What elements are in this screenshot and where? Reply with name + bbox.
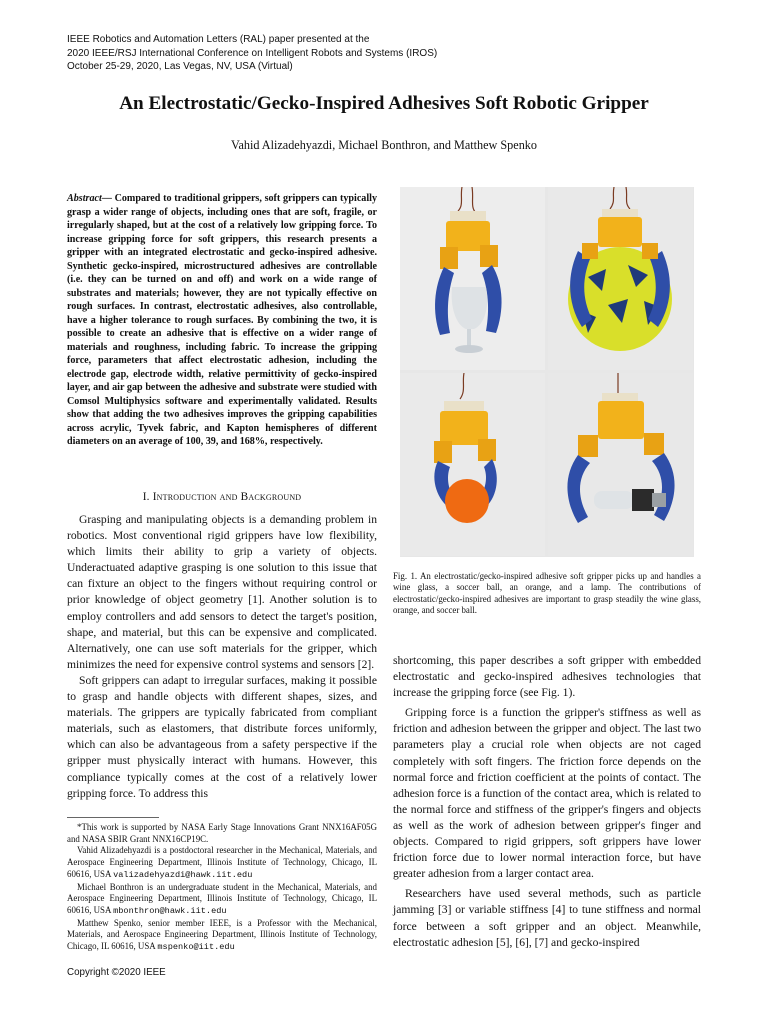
paragraph: shortcoming, this paper describes a soft gripper with embedded electrostatic and gecko-inspired adhesives technologies that increase the gripping force (see Fig. 1). [393, 654, 701, 700]
conference-header [67, 33, 437, 74]
footnote-text: Vahid Alizadehyazdi is a postdoctoral researcher in the Mechanical, Materials, and Aerospace Engineering Department, Illinois Institute of Technology, Chicago, IL 60616, USA [67, 845, 377, 879]
copyright: Copyright ©2020 IEEE [67, 967, 166, 978]
email-link[interactable]: mbonthron@hawk.iit.edu [113, 905, 227, 916]
figure-1 [400, 187, 694, 557]
abstract-label: Abstract [67, 193, 102, 204]
photo-wine-glass [400, 187, 545, 370]
footnote: *This work is supported by NASA Early Stage Innovations Grant NNX16AF05G and NASA SBIR Grant NNX16CP19C. [67, 822, 377, 844]
paragraph: Grasping and manipulating objects is a demanding problem in robotics. Most conventional rigid grippers have low flexibility, which limits their ability to grip a variety of objects. Underactuated adaptive grasping is one solution to this issue that can fixture an object to the fingers without requiring control or prior knowledge of object geometry [1]. Another solution is to employ controllers and add sensors to detect the target's position, shape, and material, but this can be expensive and complicated. Alternatively, one can use soft materials for the gripper, which minimizes the need for expensive control systems and sensors [2]. [67, 513, 377, 671]
abstract-text: — Compared to traditional grippers, soft grippers can typically grasp a wider range of objects, including ones that are soft, fragile, or irregularly shaped, but at the cost of a relatively low gripping force. To increase gripping force for soft grippers, this research presents a gripper with an integrated electrostatic and gecko-inspired adhesive. Synthetic gecko-inspired, microstructured adhesives are controllable (i.e. they can be turned on and off) and work on a wide range of substrates and materials; however, they are not typically effective on rough surfaces. In contrast, electrostatic adhesives, also controllable, have a higher tolerance to rough surfaces. By combining the two, it is possible to create an adhesive that is effective on a wider range of materials and roughness, including fabric. To increase the gripping force, parameters that affect electrostatic adhesion, including the electrode gap, electrode width, relative permittivity of gecko-inspired layer, and air gap between the adhesive and substrate were studied with Comsol Multiphysics software and experimentally validated. Results show that adding the two adhesives improves the gripping capabilities across acrylic, Tyvek fabric, and Kapton hemispheres of different diameters on an average of 100, 39, and 168%, respectively. [67, 193, 377, 447]
header-line: IEEE Robotics and Automation Letters (RAL) paper presented at the [67, 34, 370, 45]
right-body [393, 653, 701, 951]
photo-orange [400, 373, 545, 556]
paragraph: Researchers have used several methods, such as particle jamming [3] or variable stiffness [4] to tune stiffness and normal force between a soft gripper and an object. Meanwhile, electrostatic adhesion [5], [6], [7] and gecko-inspired [393, 887, 701, 949]
footnote-divider [67, 817, 159, 818]
section-number: I. [142, 491, 150, 503]
paragraph: Soft grippers can adapt to irregular surfaces, making it possible to grasp and handle objects with different shapes, sizes, and materials. The grippers are typically fabricated from compliant materials, such as elastomers, that distribute forces uniformly, which can also be advantageous from a safety perspective if the gripper must physically interact with humans. However, this compliance typically comes at the cost of a relatively lower gripping force. To address this [67, 673, 377, 800]
photo-soccer-ball [548, 187, 693, 370]
photo-lamp [548, 373, 693, 556]
section-title: Introduction and Background [152, 491, 302, 503]
left-body [67, 512, 377, 802]
authors: Vahid Alizadehyazdi, Michael Bonthron, and Matthew Spenko [231, 138, 537, 152]
paper-title: An Electrostatic/Gecko-Inspired Adhesives Soft Robotic Gripper [119, 93, 649, 114]
header-line: October 25-29, 2020, Las Vegas, NV, USA (Virtual) [67, 61, 293, 72]
footnotes [67, 822, 377, 954]
figure-caption: Fig. 1. An electrostatic/gecko-inspired adhesive soft gripper picks up and handles a wine glass, a soccer ball, an orange, and a lamp. The contributions of electrostatic/gecko-inspired adhesives are important to grasp steadily the wine glass, orange, and soccer ball. [393, 571, 701, 616]
header-line: 2020 IEEE/RSJ International Conference on Intelligent Robots and Systems (IROS) [67, 47, 438, 59]
section-heading [67, 491, 377, 503]
footnote-text: Michael Bonthron is an undergraduate student in the Mechanical, Materials, and Aerospace Engineering Department, Illinois Institute of Technology, Chicago, IL 60616, USA [67, 881, 377, 915]
email-link[interactable]: mspenko@iit.edu [157, 942, 235, 953]
footnote [67, 918, 377, 954]
footnote [67, 845, 377, 881]
footnote-text: Matthew Spenko, senior member IEEE, is a Professor with the Mechanical, Materials, and Aerospace Engineering Department, Illinois Institute of Technology, Chicago, IL 60616, USA [67, 917, 377, 952]
email-link[interactable]: valizadehyazdi@hawk.iit.edu [113, 869, 253, 880]
abstract [67, 192, 377, 449]
footnote [67, 882, 377, 918]
paragraph: Gripping force is a function the gripper's stiffness as well as friction and adhesion between the gripper and object. The last two parameters play a crucial role when objects are not caged completely with soft fingers. The friction force depends on the normal force and friction coefficient at the points of contact. The adhesion force is a function of the contact area, which is related to the normal force and stiffness of the gripper's fingers and objects as well as the work of adhesion between gripper's finger and objects. Compared to rigid grippers, soft grippers have lower friction force due to lower normal interaction force, but have greater adhesion from a larger contact area. [393, 706, 701, 881]
